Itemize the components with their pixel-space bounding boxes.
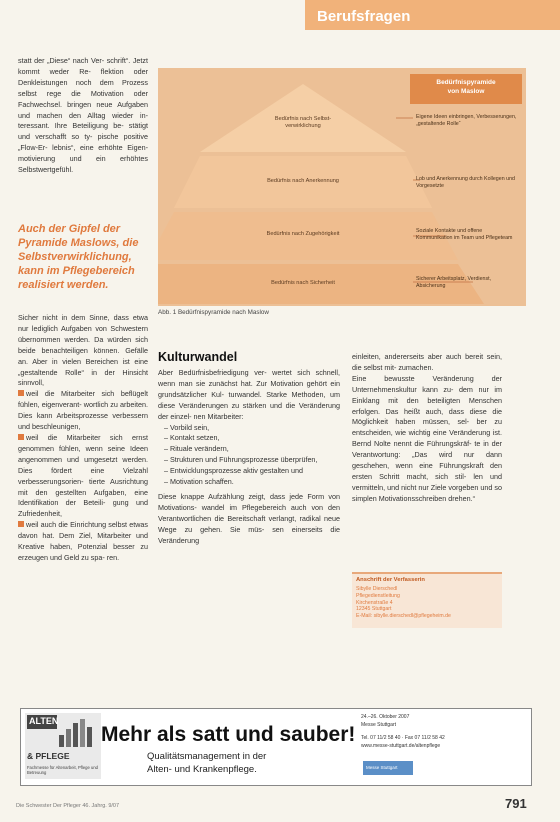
bullet-marker bbox=[18, 521, 24, 527]
author-line: Pflegedienstleitung bbox=[356, 592, 400, 599]
col2-paragraph: Diese knappe Aufzählung zeigt, dass jede Form von Motivations- wandel im Pflegebereich auch von den Verantwortlichen die Bereitschaft verlangt, radikal neue Wege zu gehen. Sie müs- sen einerseits die Veränderung bbox=[158, 491, 340, 545]
col2-text bbox=[158, 350, 340, 547]
bullet-list bbox=[158, 423, 340, 488]
col1-item-text: weil die Mitarbeiter sich ernst genommen fühlen, wenn seine Ideen angenommen und umgesetzt werden. Dies fördert eine Vielzahl verbesserungsorien- tierte Ausrichtung mit den gestellten Aufgaben, eine Identifikation der Beteili- gung und Zufriedenheit, bbox=[18, 432, 148, 519]
footer-source: Die Schwester Der Pfleger 46. Jahrg. 9/07 bbox=[16, 803, 120, 809]
advertisement bbox=[20, 708, 532, 786]
bullet-text: Entwicklungsprozesse aktiv gestalten und bbox=[170, 466, 304, 476]
bullet-item: – Kontakt setzen, bbox=[164, 433, 220, 443]
ad-info-line: 24.–26. Oktober 2007 bbox=[361, 714, 410, 720]
logo-bars bbox=[59, 717, 97, 747]
pull-quote: Auch der Gipfel der Pyramide Maslows, die Selbstverwirklichung, kann im Pflegebereich realisiert werden. bbox=[18, 223, 139, 291]
ad-info-line: Messe Stuttgart bbox=[361, 721, 397, 728]
bullet-text: Kontakt setzen, bbox=[170, 433, 220, 443]
col3-paragraph: Eine bewusste Veränderung der Unternehmenskultur kann zu- dem nur im Einklang mit den beteiligten Menschen erfolgen. Das heißt auch, dass diese die Möglichkeit haben müssen, sel- ber zu entscheiden, wie wichtig eine Veränderung ist. Bernd Nolte nennt die Führungskräf- te in der Verantwortung: „Das wird nur dann geschehen, wenn eine Führungskraft den ersten Schritt macht, sich stil- len und vermitteln, und nicht nur Ziele vorgeben und so simplen Motivationsschreiben drehen.“ bbox=[352, 373, 502, 503]
author-line: 12345 Stuttgart bbox=[356, 606, 392, 613]
pyramid-desc-1: Eigene Ideen einbringen, Verbesserungen, „gestaltende Rolle“ bbox=[416, 114, 517, 127]
col1-paragraph: statt der „Diese“ nach Ver- schrift“. Jetzt kommt weder Re- flektion oder Denkleistungen noch dem Prozess selbst rege die Motivation oder Fachwechsel. bringen neue Aufgaben und machen den Alltag wieder in- teressant. Ihre Beteiligung be- stätigt und verschafft so ty- pische positive „Flow-Er- lebnis“, eine erhöhte Eigen- motivierung und ein erhöhtes Selbstwertgefühl. bbox=[18, 56, 148, 175]
ad-subline: Qualitätsmanagement in der bbox=[147, 751, 267, 762]
bullet-item: – Entwicklungsprozesse aktiv gestalten und bbox=[164, 466, 304, 476]
logo-word-top: ALTEN bbox=[27, 715, 57, 729]
ad-info bbox=[361, 714, 526, 750]
pyramid-label-3: Bedürfnis nach Zugehörigkeit bbox=[266, 231, 340, 237]
bullet-text: Vorbild sein, bbox=[170, 422, 210, 432]
ad-info-line: Tel. 07 11/2 58 40 · Fax 07 11/2 58 42 bbox=[361, 735, 445, 741]
ad-info-line: www.messe-stuttgart.de/altenpflege bbox=[361, 742, 441, 749]
ad-logo bbox=[25, 713, 101, 779]
bullet-item: – Vorbild sein, bbox=[164, 422, 210, 432]
ad-headline: Mehr als satt und sauber! bbox=[101, 723, 356, 746]
pyramid-desc-4: Sicherer Arbeitsplatz, Verdienst, Absicherung bbox=[416, 276, 492, 289]
pyramid-desc-3: Soziale Kontakte und offene Kommunikation im Team und Pflegeteam bbox=[416, 228, 513, 241]
bullet-marker bbox=[18, 390, 24, 396]
author-line: E-Mail: sibylle.dierschedl@pflegeheim.de bbox=[356, 613, 451, 620]
bullet-text: Strukturen und Führungsprozesse überprüfen, bbox=[170, 455, 318, 465]
col1-item bbox=[18, 520, 148, 564]
col1-item-text: weil die Mitarbeiter sich beflügelt fühlen, eigenverant- wortlich zu arbeiten. Dies kann Arbeitsprozesse verbessern und beschleunigen, bbox=[18, 389, 148, 432]
logo-word-bottom: & PFLEGE bbox=[27, 751, 70, 761]
bullet-text: Rituale verändern, bbox=[170, 444, 229, 454]
bullet-item: – Strukturen und Führungsprozesse überprüfen, bbox=[164, 455, 318, 465]
col3-paragraph: einleiten, andererseits aber auch bereit sein, die selbst mit- zumachen. bbox=[352, 352, 502, 372]
col2-paragraph: Aber Bedürfnisbefriedigung ver- wertet sich schnell, wenn man sie zunächst hat. Zur Motivation gehört ein grundsätzlicher Kul- turwandel. Starke Methoden, um diese Veränderungen zu stärken und die Veränderung der einzel- nen Mitarbeiter: bbox=[158, 368, 340, 421]
section-heading: Kulturwandel bbox=[158, 350, 238, 364]
author-line: Kirchenstraße 4 bbox=[356, 599, 393, 606]
col1-top-text bbox=[18, 56, 148, 176]
bullet-item: – Motivation schaffen. bbox=[164, 477, 234, 487]
col1-item bbox=[18, 433, 148, 520]
col1-item-text: weil auch die Einrichtung selbst etwas davon hat. Dem Ziel, Mitarbeiter und Kreative haben, Potenzial besser zu erzeugen und Geld zu spa- ren. bbox=[18, 520, 148, 562]
col1-bottom-text bbox=[18, 313, 148, 564]
logo-tagline: Fachmesse für Altenarbeit, Pflege und Betreuung bbox=[27, 765, 98, 776]
col1-paragraph: Sicher nicht in dem Sinne, dass etwa nur lediglich Aufgaben von Schwestern übernommen werden. Da würden sich beide benachteiligen können. Gefälle an. Aber in vielen Bereichen ist eine „gestaltende Rolle“ in der Hinsicht sinnvoll, bbox=[18, 313, 148, 388]
author-address-box bbox=[352, 572, 502, 628]
figure-title-line: von Maslow bbox=[447, 88, 485, 95]
bullet-marker bbox=[18, 434, 24, 440]
author-line: Sibylle Dierschedl bbox=[356, 586, 398, 592]
bullet-text: Motivation schaffen. bbox=[170, 477, 234, 487]
maslow-figure bbox=[158, 68, 526, 306]
pyramid-label-4: Bedürfnis nach Sicherheit bbox=[271, 280, 335, 286]
ad-subline: Alten- und Krankenpflege. bbox=[147, 764, 257, 775]
section-header: Berufsfragen bbox=[305, 0, 560, 30]
pyramid-desc-2: Lob und Anerkennung durch Kollegen und Vorgesetzte bbox=[416, 176, 515, 189]
col3-text bbox=[352, 352, 502, 505]
pyramid-label-2: Bedürfnis nach Anerkennung bbox=[267, 178, 339, 184]
col1-item bbox=[18, 389, 148, 433]
page-number: 791 bbox=[505, 796, 527, 811]
author-box-title: Anschrift der Verfasserin bbox=[356, 577, 425, 583]
pyramid-label-1: Bedürfnis nach Selbst- verwirklichung bbox=[274, 116, 332, 129]
figure-title bbox=[410, 74, 522, 104]
figure-caption: Abb. 1 Bedürfnispyramide nach Maslow bbox=[158, 309, 269, 316]
bullet-item: – Rituale verändern, bbox=[164, 444, 229, 454]
figure-title-line: Bedürfnispyramide bbox=[436, 79, 496, 86]
ad-badge: Messe Stuttgart bbox=[363, 761, 413, 775]
